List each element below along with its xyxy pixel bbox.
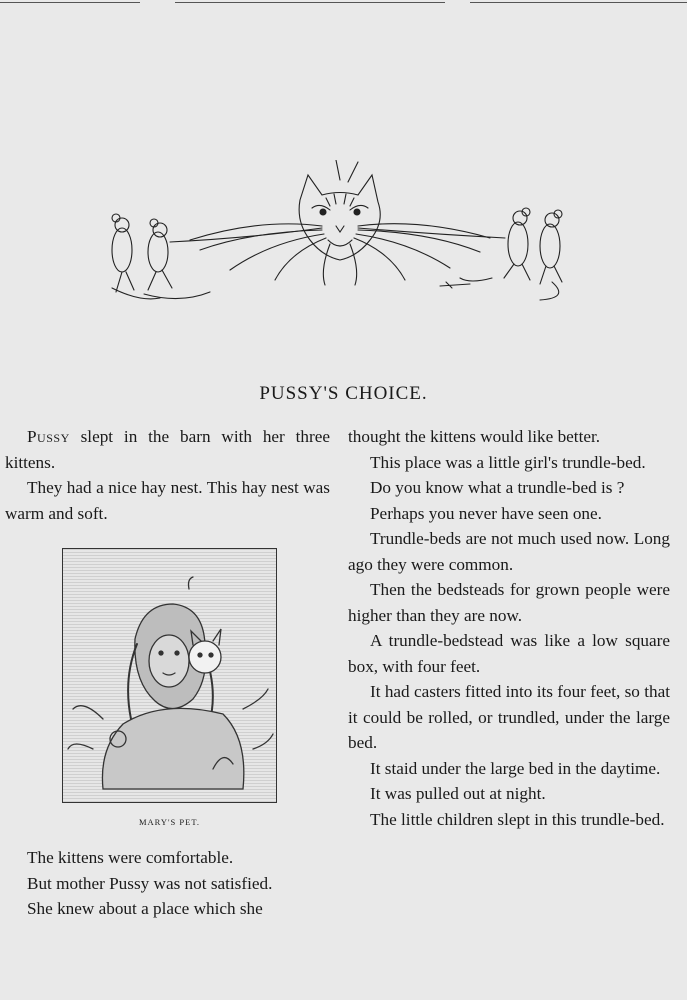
paragraph-9: Trundle-beds are not much used now. Long ago they were common. bbox=[348, 529, 670, 574]
left-column-top bbox=[5, 424, 330, 526]
paragraph-10: Then the bedsteads for grown people were higher than they are now. bbox=[348, 580, 670, 625]
paragraph-7: Do you know what a trundle-bed is ? bbox=[370, 478, 625, 497]
continued-line: thought the kittens would like better. bbox=[348, 427, 601, 446]
paragraph-5: She knew about a place which she bbox=[27, 899, 263, 918]
paragraph-11: A trundle-bedstead was like a low square box, with four feet. bbox=[348, 631, 670, 676]
right-column bbox=[348, 424, 670, 832]
top-rule bbox=[0, 2, 687, 5]
cat-and-mice-illustration bbox=[100, 160, 580, 310]
paragraph-13: It staid under the large bed in the daytime. bbox=[370, 758, 661, 778]
paragraph-2: They had a nice hay nest. This hay nest was warm and soft. bbox=[5, 478, 330, 523]
paragraph-6: This place was a little girl's trundle-bed. bbox=[370, 452, 646, 472]
paragraph-1: Pussy slept in the barn with her three kittens. bbox=[5, 427, 330, 472]
paragraph-8: Perhaps you never have seen one. bbox=[370, 503, 602, 523]
marys-pet-illustration bbox=[62, 548, 277, 803]
paragraph-3: The kittens were comfortable. bbox=[27, 848, 234, 867]
page-title: PUSSY'S CHOICE. bbox=[259, 383, 428, 404]
paragraph-4: But mother Pussy was not satisfied. bbox=[27, 873, 273, 893]
paragraph-14: It was pulled out at night. bbox=[370, 784, 546, 803]
left-column-bottom bbox=[5, 845, 330, 922]
paragraph-15: The little children slept in this trundle-bed. bbox=[370, 809, 665, 829]
paragraph-12: It had casters fitted into its four feet, so that it could be rolled, or trundled, under the large bed. bbox=[348, 682, 670, 752]
drop-word: Pussy bbox=[27, 427, 70, 446]
figure-caption: MARY'S PET. bbox=[138, 817, 201, 827]
